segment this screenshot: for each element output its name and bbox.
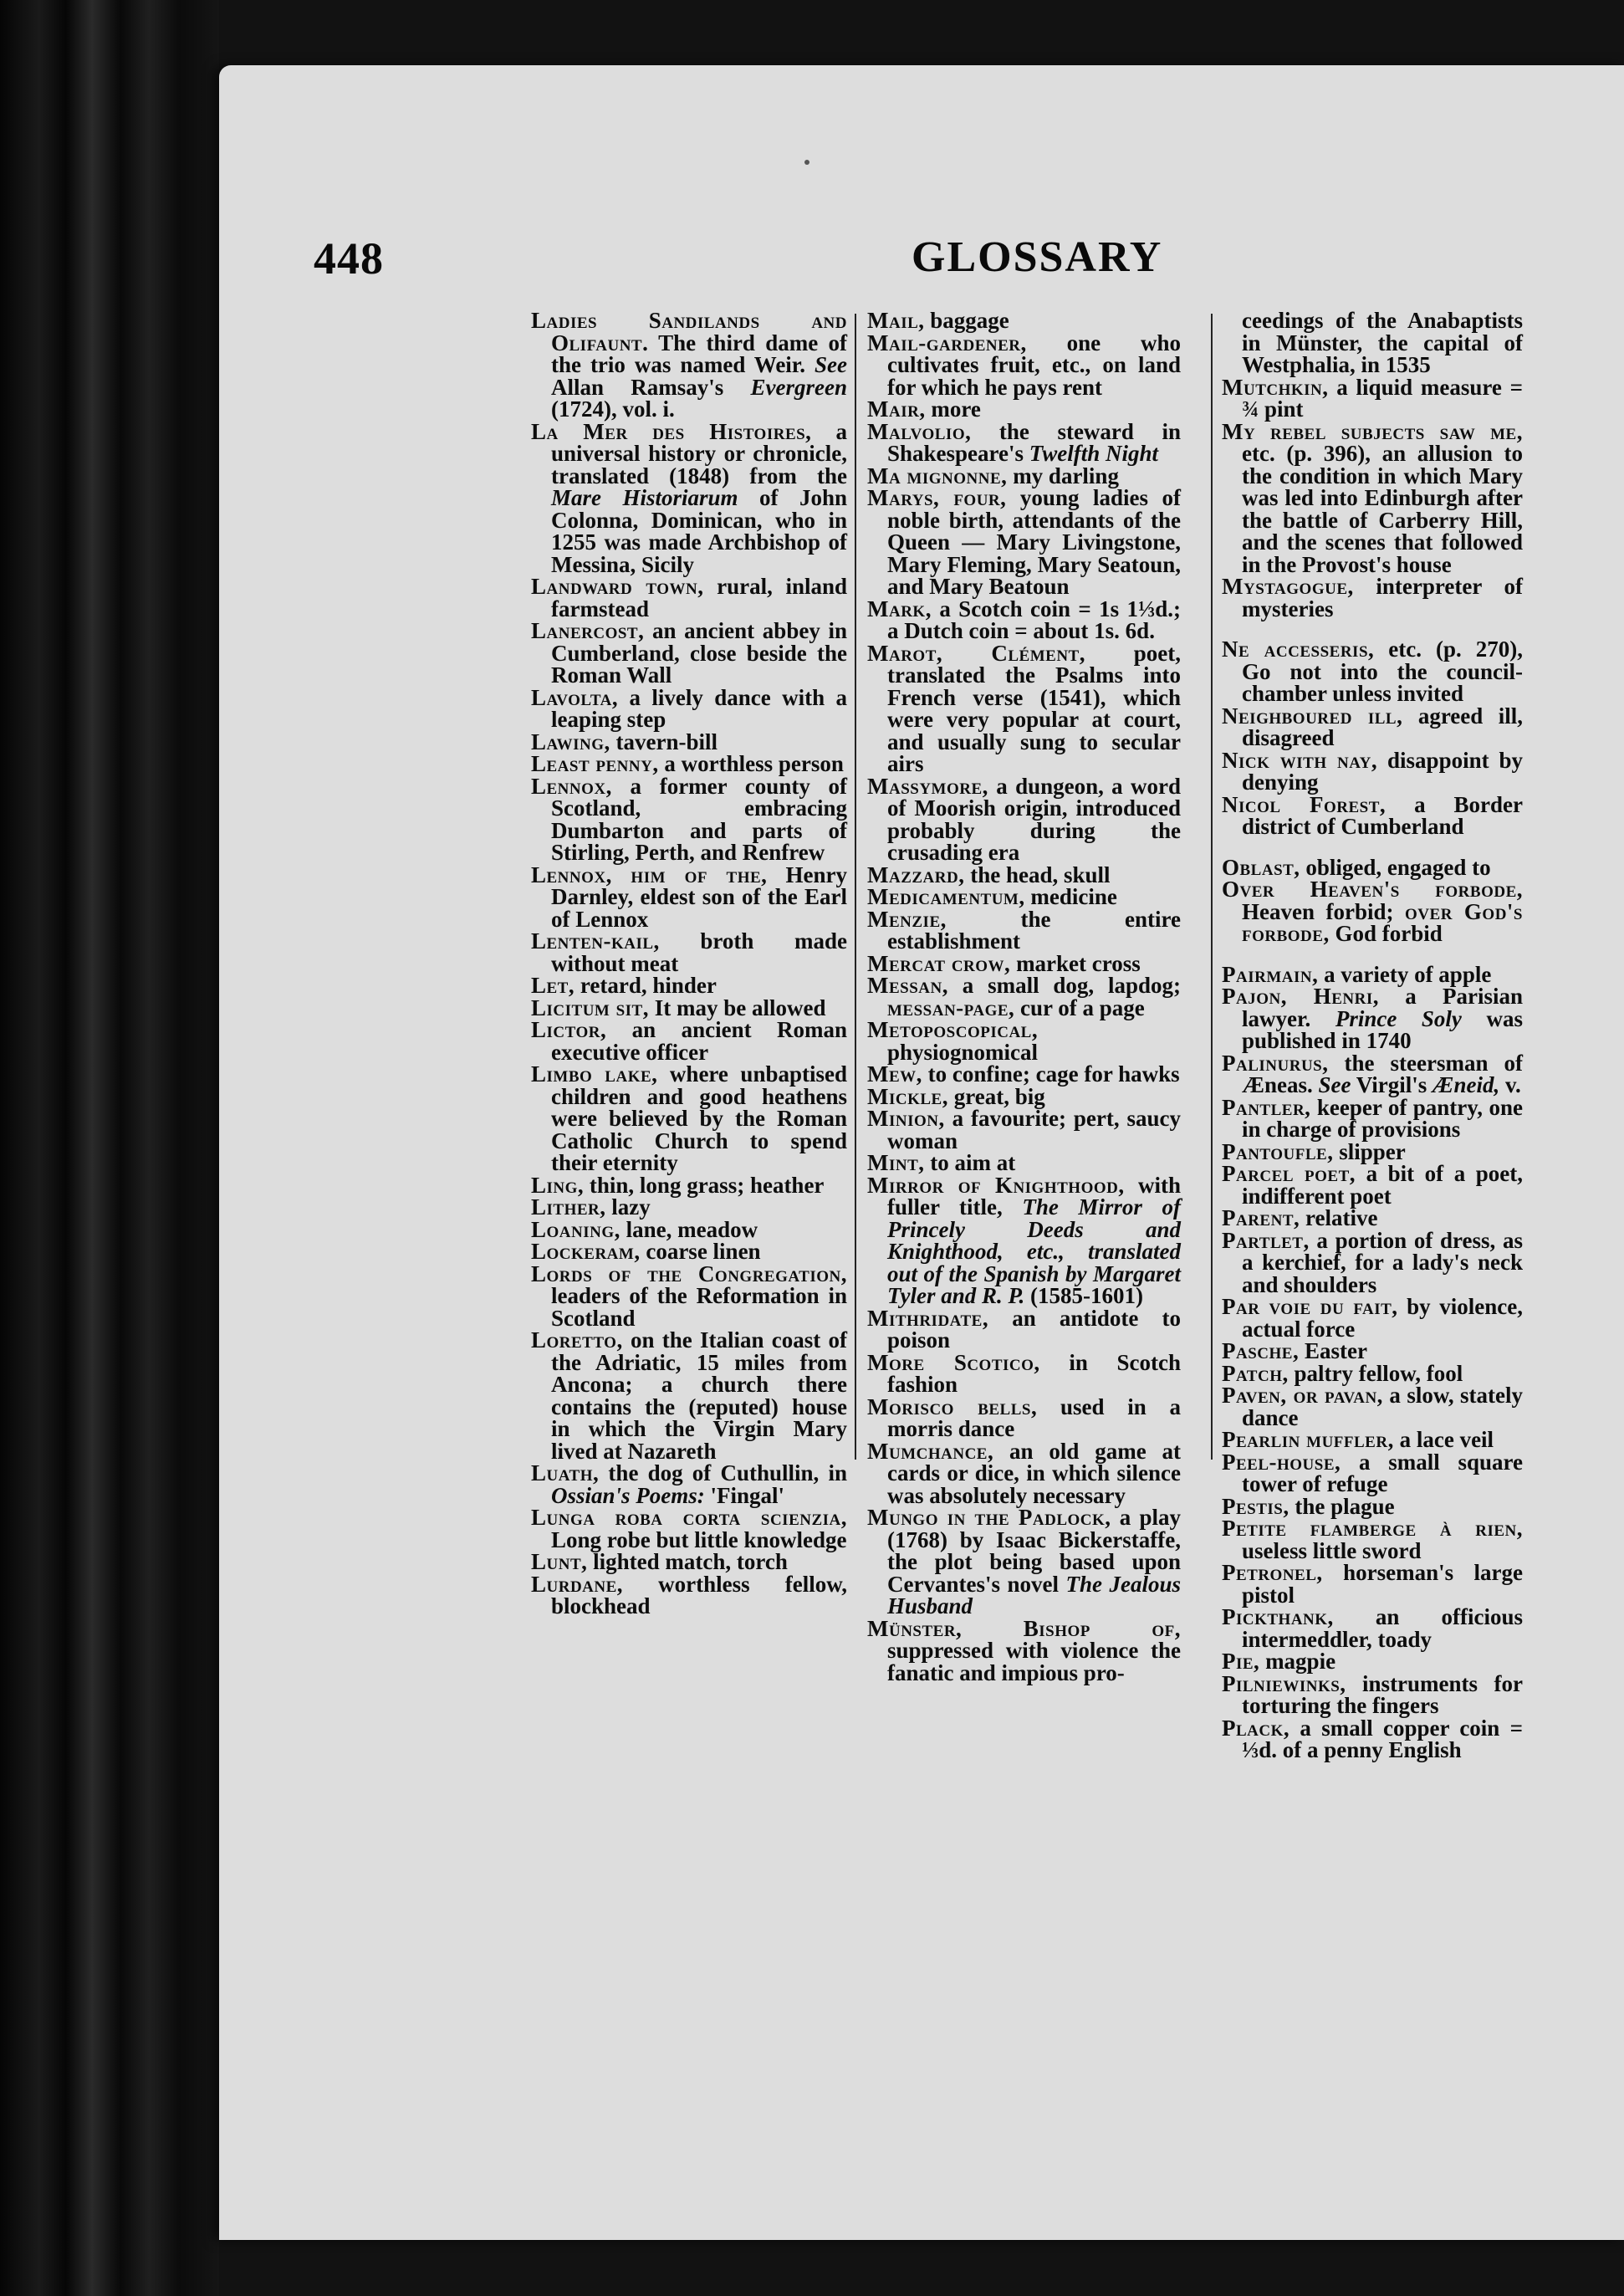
glossary-entry [1222,749,1523,794]
glossary-term: Mew, [867,1061,922,1087]
glossary-term: Mark, [867,596,932,621]
glossary-term: Limbo lake, [531,1061,658,1087]
glossary-italic-text: Prince Soly [1335,1005,1462,1031]
glossary-term: Parent, [1222,1205,1300,1230]
glossary-term: Lennox, [531,773,612,799]
glossary-entry [1222,961,1523,987]
glossary-entry [867,1307,1181,1352]
glossary-term: Lockeram, [531,1239,641,1264]
glossary-term: Mair, [867,396,926,422]
glossary-definition: a small copper coin = ⅓d. of a penny English [1242,1715,1523,1762]
glossary-entry [867,598,1181,642]
glossary-definition: more [925,396,981,422]
glossary-entry [867,950,1181,976]
glossary-definition-part: (1724), vol. i. [551,396,675,422]
glossary-definition: a lace veil [1393,1427,1494,1452]
glossary-definition: lighted match, torch [587,1549,788,1574]
glossary-term: My rebel subjects saw me, [1222,418,1523,444]
glossary-term: Least penny, [531,751,659,776]
glossary-definition: a Scotch coin = 1s 1⅓d.; a Dutch coin = about 1s. 6d. [887,596,1181,643]
glossary-italic-text: See [1318,1072,1351,1097]
glossary-entry [867,864,1181,887]
glossary-definition-part: 'Fingal' [704,1482,785,1508]
glossary-term: Metoposcopical, [867,1017,1039,1042]
glossary-term: Malvolio, [867,418,972,444]
glossary-definition: paltry fellow, fool [1288,1360,1463,1386]
glossary-entry [1222,1360,1523,1386]
glossary-term: Lurdane, [531,1571,624,1597]
glossary-entry [531,309,847,421]
glossary-term: Mickle, [867,1083,948,1109]
glossary-entry [531,1240,847,1263]
glossary-definition: used in a morris dance [887,1393,1181,1441]
glossary-definition: poet, translated the Psalms into French verse (1541), which were very popular at court, and usually sung to secular airs [887,640,1181,776]
glossary-definition: an ancient Roman executive officer [551,1017,847,1065]
glossary-term: Nick with nay, [1222,747,1378,773]
glossary-definition: horseman's large pistol [1242,1560,1523,1608]
glossary-italic-text: Ossian's Poems: [551,1482,705,1508]
glossary-definition-part: God forbid [1329,921,1443,946]
glossary-term: Par voie du fait, [1222,1294,1398,1319]
glossary-definition: Henry Darnley, eldest son of the Earl of Lennox [551,862,847,932]
glossary-term: Licitum sit, [531,995,649,1020]
glossary-definition: The third dame of the trio was named Weir. [551,330,847,377]
glossary-entry [1222,1650,1523,1673]
glossary-definition: a liquid measure = ¾ pint [1242,374,1523,422]
glossary-entry [1222,1138,1523,1164]
glossary-definition: the plague [1289,1493,1395,1519]
glossary-definition: a portion of dress, as a kerchief, for a lady's neck and shoulders [1242,1227,1523,1297]
glossary-term: Mercat crow, [867,950,1011,976]
column-divider [1211,314,1213,1460]
glossary-entry [867,1019,1181,1063]
glossary-entry [531,418,848,577]
glossary-definition: coarse linen [640,1239,761,1264]
glossary-entry [531,974,847,997]
glossary-definition-part: was published in 1740 [1242,1005,1523,1053]
glossary-definition-part: Virgil's [1351,1072,1433,1097]
glossary-entry [1222,1340,1523,1363]
glossary-entry [1222,1227,1523,1297]
glossary-entry [1222,878,1523,945]
glossary-entry [867,1063,1181,1086]
glossary-definition: lane, meadow [620,1216,758,1242]
glossary-term: Lenten-kail, [531,928,660,954]
glossary-italic-text: Æneid, [1432,1072,1500,1097]
glossary-entry [1222,1384,1523,1429]
glossary-term: Mirror of Knighthood, [867,1172,1125,1198]
glossary-entry [531,1019,847,1063]
glossary-term: Lither, [531,1194,606,1220]
glossary-entry [1222,854,1523,880]
glossary-definition: a universal history or chronicle, translated (1848) from the [551,418,847,488]
glossary-term: Pairmain, [1222,961,1319,987]
glossary-entry [867,886,1181,908]
glossary-term: Ling, [531,1172,585,1198]
glossary-entry [1222,1670,1523,1718]
glossary-entry [1222,1429,1523,1451]
glossary-term: Palinurus, [1222,1050,1329,1076]
glossary-definition: tavern-bill [610,729,718,754]
glossary-definition: to confine; cage for hawks [922,1061,1180,1087]
glossary-term: Oblast, [1222,854,1300,880]
glossary-entry [1222,1606,1523,1650]
glossary-term: Mumchance, [867,1438,994,1464]
glossary-term: Landward town, [531,574,704,599]
glossary-term: Lennox, him of the, [531,862,768,887]
glossary-entry [867,418,1181,466]
glossary-term: Parcel poet, [1222,1161,1356,1186]
glossary-term: Pickthank, [1222,1604,1334,1629]
glossary-definition: relative [1300,1205,1378,1230]
glossary-term: Mint, [867,1150,925,1175]
glossary-term: Mungo in the Padlock, [867,1505,1111,1530]
glossary-entry [531,1506,847,1551]
glossary-definition: retard, hinder [575,973,717,998]
glossary-definition: broth made without meat [551,928,847,976]
glossary-entry [531,1329,847,1462]
glossary-term: Lunt, [531,1549,588,1574]
glossary-term: Menzie, [867,906,947,932]
glossary-term: Mystagogue, [1222,574,1354,599]
glossary-term: Morisco bells, [867,1393,1038,1419]
glossary-term: Patch, [1222,1360,1289,1386]
glossary-definition-part: v. [1499,1072,1521,1097]
glossary-entry [867,974,1181,1019]
glossary-term: Lictor, [531,1017,607,1042]
glossary-term: Pie, [1222,1649,1260,1674]
glossary-entry [867,309,1181,332]
glossary-entry [1222,985,1523,1052]
glossary-term: Nicol Forest, [1222,791,1387,817]
glossary-definition: the head, skull [964,862,1111,887]
column-divider [855,314,856,1460]
page-speck [804,160,809,165]
glossary-column-2 [867,309,1181,1684]
glossary-entry [1222,705,1523,749]
glossary-entry [531,620,847,687]
glossary-term: Peel-house, [1222,1449,1341,1475]
glossary-entry [1222,791,1523,839]
glossary-entry [867,332,1181,399]
glossary-definition: etc. (p. 270), Go not into the council-chamber unless invited [1242,637,1523,706]
glossary-term: Lanercost, [531,618,645,643]
glossary-definition: a Border district of Cumberland [1242,791,1523,839]
glossary-definition: market cross [1010,950,1141,976]
glossary-term: Mutchkin, [1222,374,1329,400]
glossary-definition: useless little sword [1242,1537,1422,1563]
glossary-definition: magpie [1259,1649,1336,1674]
glossary-term: Pestis, [1222,1493,1289,1519]
glossary-term: Lords of the Congregation, [531,1260,847,1286]
glossary-entry [1222,638,1523,705]
glossary-entry [531,1551,847,1573]
glossary-definition: a slow, stately dance [1242,1383,1523,1430]
glossary-term: Minion, [867,1106,945,1131]
glossary-definition: keeper of pantry, one in charge of provisions [1242,1094,1523,1142]
glossary-entry [1222,1207,1523,1230]
glossary-definition: leaders of the Reformation in Scotland [551,1283,847,1331]
glossary-definition: the dog of Cuthullin, in [599,1460,847,1485]
glossary-entry [531,731,847,754]
glossary-term: Ne accesseris, [1222,637,1375,662]
glossary-entry [531,1196,847,1219]
glossary-definition-part: messan-page, [887,995,1015,1020]
glossary-definition: great, big [947,1083,1045,1109]
glossary-definition: a favourite; pert, saucy woman [887,1106,1181,1153]
glossary-entry [867,487,1181,598]
glossary-definition: baggage [924,308,1009,333]
glossary-entry [1222,1562,1523,1606]
glossary-term: Petronel, [1222,1560,1323,1585]
glossary-term: Plack, [1222,1715,1290,1741]
glossary-term: Mazzard, [867,862,965,887]
glossary-entry [867,1440,1181,1507]
glossary-term: Lawing, [531,729,610,754]
glossary-entry [531,575,847,620]
glossary-definition: the steward in Shakespeare's [887,418,1181,466]
glossary-definition: the entire establishment [887,906,1181,954]
glossary-definition: Easter [1299,1338,1367,1363]
glossary-definition: an officious intermeddler, toady [1242,1604,1523,1652]
glossary-definition: a variety of apple [1318,961,1492,987]
glossary-definition: disappoint by denying [1242,747,1523,795]
glossary-definition: slipper [1333,1138,1406,1164]
glossary-entry [1222,1717,1523,1762]
glossary-entry [531,1063,847,1174]
glossary-term: Marys, four, [867,485,1007,510]
glossary-definition: medicine [1024,884,1117,909]
glossary-entry [867,1174,1181,1307]
glossary-term: Massymore, [867,773,988,799]
glossary-entry [867,1506,1181,1618]
glossary-term: Münster, Bishop of, [867,1615,1181,1641]
glossary-term: Pilniewinks, [1222,1670,1346,1696]
page-title: GLOSSARY [912,233,1163,281]
glossary-entry [867,775,1181,864]
glossary-definition-part: over God's forbode, [1242,898,1523,946]
glossary-definition: a lively dance with a leaping step [551,684,847,732]
glossary-term: Marot, Clément, [867,640,1085,666]
glossary-term: Paven, or pavan, [1222,1383,1383,1408]
glossary-definition: one who cultivates fruit, etc., on land for which he pays rent [887,330,1181,400]
glossary-definition: an ancient abbey in Cumberland, close beside the Roman Wall [551,618,847,688]
glossary-entry [531,1216,847,1242]
glossary-definition: to aim at [924,1150,1016,1175]
glossary-entry [1222,1052,1523,1097]
glossary-entry [867,1615,1181,1685]
glossary-definition: a Parisian lawyer. [1242,984,1523,1031]
glossary-definition: on the Italian coast of the Adriatic, 15 miles from Ancona; a church there contains the (reputed) house in which the Virgin Mary lived at Nazareth [551,1327,847,1464]
glossary-entry [867,1083,1181,1109]
page-number: 448 [314,233,384,284]
glossary-term: Ladies Sandilands and Olifaunt. [531,308,847,355]
glossary-definition-part: Allan Ramsay's [551,374,751,400]
glossary-entry [531,1260,847,1331]
glossary-entry [867,1152,1181,1174]
glossary-definition: suppressed with violence the fanatic and impious pro- [887,1638,1181,1685]
glossary-italic-text: Evergreen [750,374,847,400]
glossary-term: Let, [531,973,575,998]
glossary-definition: a bit of a poet, indifferent poet [1242,1161,1523,1209]
glossary-definition: agreed ill, disagreed [1242,703,1523,750]
glossary-term: Mail, [867,308,925,333]
glossary-term: Neighboured ill, [1222,703,1403,729]
glossary-term: Pantler, [1222,1094,1311,1120]
glossary-definition: a former county of Scotland, embracing Dumbarton and parts of Stirling, Perth, and Renfrew [551,773,847,865]
glossary-term: Pasche, [1222,1338,1300,1363]
glossary-entry [867,642,1181,775]
glossary-entry [867,465,1181,488]
glossary-entry [1222,1094,1523,1142]
glossary-term: Messan, [867,973,948,998]
glossary-entry [867,1393,1181,1441]
glossary-term: Ma mignonne, [867,463,1008,488]
glossary-term: Partlet, [1222,1227,1310,1253]
glossary-entry [1222,1451,1523,1496]
glossary-definition: Long robe but little knowledge [551,1526,847,1552]
glossary-definition: rural, inland farmstead [551,574,848,621]
glossary-definition: obliged, engaged to [1300,854,1491,880]
glossary-term: Pearlin muffler, [1222,1427,1394,1452]
glossary-column-1 [531,309,847,1618]
glossary-entry [531,684,847,732]
glossary-definition: a play (1768) by Isaac Bickerstaffe, the plot being based upon Cervantes's novel [887,1505,1181,1597]
glossary-definition: physiognomical [887,1039,1039,1065]
glossary-term: Lavolta, [531,684,619,710]
glossary-term: Petite flamberge à rien, [1222,1516,1523,1541]
glossary-entry [531,1174,847,1197]
glossary-definition: an antidote to poison [887,1305,1181,1353]
glossary-definition: It may be allowed [648,995,826,1020]
book-spine-edge [0,0,219,2296]
glossary-term: Medicamentum, [867,884,1025,909]
glossary-term: Pajon, Henri, [1222,984,1379,1009]
glossary-definition: with fuller title, [887,1172,1181,1220]
glossary-entry [531,1462,847,1506]
glossary-entry [867,398,1181,421]
glossary-definition: ceedings of the Anabaptists in Münster, the capital of Westphalia, in 1535 [1242,308,1523,377]
glossary-entry [1222,1493,1523,1519]
glossary-definition: a worthless person [658,751,844,776]
glossary-definition: instruments for torturing the fingers [1242,1670,1523,1718]
glossary-definition: the steersman of Æneas. [1242,1050,1523,1097]
glossary-definition: my darling [1007,463,1119,488]
glossary-definition: Heaven forbid; [1242,898,1406,924]
glossary-entry [1222,1296,1523,1340]
glossary-entry [531,753,847,775]
glossary-entry [1222,1163,1523,1207]
glossary-definition: thin, long grass; heather [584,1172,825,1198]
glossary-entry [1222,1517,1523,1562]
glossary-definition-part: of John Colonna, Dominican, who in 1255 was made Archbishop of Messina, Sicily [551,485,848,577]
glossary-term: La Mer des Histoires, [531,418,812,444]
glossary-entry [1222,376,1523,421]
glossary-entry [1222,309,1523,376]
glossary-definition: where unbaptised children and good heathens were believed by the Roman Catholic Church to spend their eternity [551,1061,847,1175]
glossary-entry [867,1107,1181,1152]
glossary-definition: lazy [605,1194,651,1220]
glossary-definition-part: (1585-1601) [1024,1283,1143,1308]
glossary-term: More Scotico, [867,1349,1040,1375]
glossary-definition: a dungeon, a word of Moorish origin, introduced probably during the crusading era [887,773,1181,865]
glossary-entry [1222,575,1523,620]
glossary-term: Over Heaven's forbode, [1222,877,1523,902]
glossary-definition: an old game at cards or dice, in which silence was absolutely necessary [887,1438,1181,1508]
glossary-italic-text: The Jealous Husband [887,1571,1181,1618]
glossary-term: Loretto, [531,1327,623,1353]
glossary-term: Luath, [531,1460,600,1485]
glossary-entry [531,930,847,974]
glossary-definition: etc. (p. 396), an allusion to the condition in which Mary was led into Edinburgh after the battle of Carberry Hill, and the scenes that followed in the Provost's house [1242,441,1523,577]
glossary-term: Mail-gardener, [867,330,1027,355]
glossary-term: Mithridate, [867,1305,989,1331]
glossary-entry [531,864,847,931]
glossary-entry [531,997,847,1020]
glossary-term: Pantoufle, [1222,1138,1334,1164]
glossary-column-3 [1222,309,1523,1762]
glossary-definition: a small square tower of refuge [1242,1449,1523,1496]
glossary-italic-text: Twelfth Night [1029,441,1159,466]
glossary-entry [867,908,1181,953]
glossary-entry [867,1349,1181,1397]
glossary-term: Lunga roba corta scienzia, [531,1505,847,1530]
glossary-definition: worthless fellow, blockhead [551,1571,847,1618]
glossary-entry [531,775,847,864]
glossary-definition: interpreter of mysteries [1242,574,1523,621]
glossary-definition: a small dog, lapdog; [947,973,1181,998]
glossary-definition: in Scotch fashion [887,1349,1181,1397]
glossary-term: Loaning, [531,1216,620,1242]
glossary-entry [531,1573,847,1618]
glossary-definition-part: cur of a page [1014,995,1145,1020]
glossary-italic-text: Mare Historiarum [551,485,738,510]
glossary-definition: young ladies of noble birth, attendants of the Queen — Mary Livingstone, Mary Fleming, Mary Seatoun, and Mary Beatoun [887,485,1181,599]
glossary-italic-text: The Mirror of Princely Deeds and Knighthood, etc., translated out of the Spanish by Margaret Tyler and R. P. [887,1194,1181,1308]
glossary-definition: by violence, actual force [1242,1294,1523,1342]
glossary-entry [1222,418,1523,577]
glossary-italic-text: See [815,352,847,377]
